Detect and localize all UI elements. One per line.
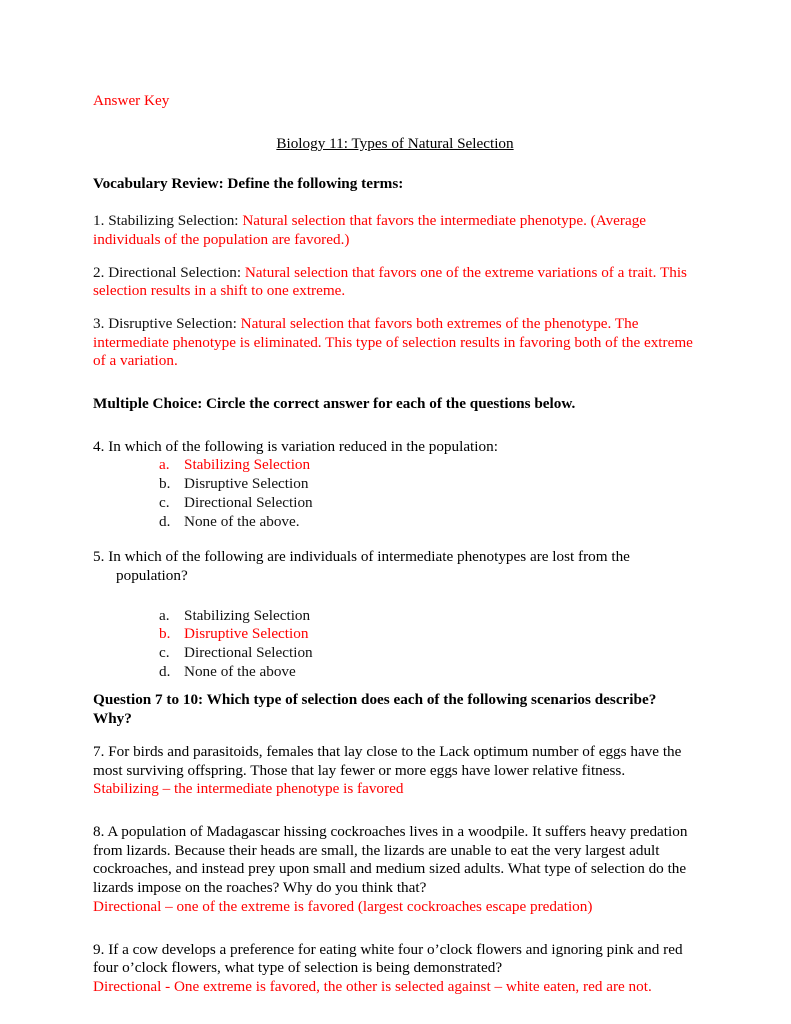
choice-5b[interactable] [93, 625, 697, 644]
vocabulary-term-1-answer: Natural selection that favors the intermediate phenotype. (Average individuals of the population are favored.) [93, 212, 647, 248]
vocabulary-term-1 [93, 212, 697, 249]
choice-5d-mark: d. [159, 662, 171, 680]
spacer [93, 385, 697, 395]
choice-4d-mark: d. [159, 512, 171, 530]
page-title-text: Biology 11: Types of Natural Selection [276, 134, 514, 152]
vocabulary-term-2 [93, 264, 697, 301]
vocabulary-term-2-prompt: 2. Directional Selection: [93, 263, 245, 281]
choice-5a-mark: a. [159, 606, 170, 624]
choice-4a[interactable] [93, 456, 697, 475]
scenario-7-answer: Stabilizing – the intermediate phenotype is favored [93, 780, 404, 798]
choice-4c-label: Directional Selection [184, 493, 313, 511]
vocabulary-review-heading: Vocabulary Review: Define the following terms: [93, 175, 404, 193]
question-4-choices [93, 456, 697, 531]
scenario-7-question: 7. For birds and parasitoids, females that lay close to the Lack optimum number of eggs have the most surviving offspring. Those that lay fewer or more eggs have lower relative fitness. [93, 742, 682, 779]
vocabulary-term-1-prompt: 1. Stabilizing Selection: [93, 212, 243, 230]
choice-4a-label: Stabilizing Selection [184, 456, 311, 474]
question-4-text: 4. In which of the following is variation reduced in the population: [93, 437, 498, 455]
vocabulary-term-3-answer: Natural selection that favors both extremes of the phenotype. The intermediate phenotype is eliminated. This type of selection results in favoring both of the extreme of a variation. [93, 314, 693, 370]
spacer [93, 586, 697, 607]
vocabulary-term-2-answer: Natural selection that favors one of the extreme variations of a trait. This selection results in a shift to one extreme. [93, 263, 687, 300]
choice-4a-mark: a. [159, 456, 170, 474]
scenarios-heading: Question 7 to 10: Which type of selection does each of the following scenarios describe? Why? [93, 691, 657, 728]
choice-5c-mark: c. [159, 644, 170, 662]
choice-4d-label: None of the above. [184, 512, 300, 530]
question-5-text: 5. In which of the following are individuals of intermediate phenotypes are lost from the population? [93, 548, 630, 584]
scenario-8-question: 8. A population of Madagascar hissing cockroaches lives in a woodpile. It suffers heavy predation from lizards. Because their heads are small, the lizards are unable to eat the very largest adult cockroaches, and instead prey upon small and medium sized adults. What type of selection do the lizards impose on the roaches? Why do you think that? [93, 822, 688, 897]
choice-4b-mark: b. [159, 475, 171, 493]
choice-4d[interactable] [93, 513, 697, 532]
choice-5c-label: Directional Selection [184, 644, 313, 662]
spacer [93, 531, 697, 548]
scenario-9-answer: Directional - One extreme is favored, the other is selected against – white eaten, red are not. [93, 977, 652, 995]
document-content [93, 92, 697, 1011]
vocabulary-term-3-prompt: 3. Disruptive Selection: [93, 314, 241, 332]
answer-key-label: Answer Key [93, 92, 170, 109]
choice-5a[interactable] [93, 607, 697, 626]
choice-4c[interactable] [93, 494, 697, 513]
choice-4c-mark: c. [159, 493, 170, 511]
scenario-8-answer: Directional – one of the extreme is favored (largest cockroaches escape predation) [93, 897, 593, 915]
choice-5a-label: Stabilizing Selection [184, 606, 311, 624]
choice-5b-mark: b. [159, 625, 171, 643]
choice-5c[interactable] [93, 644, 697, 663]
vocabulary-term-3 [93, 315, 697, 371]
choice-5b-label: Disruptive Selection [184, 625, 309, 643]
scenario-9-question: 9. If a cow develops a preference for eating white four o’clock flowers and ignoring pink and red four o’clock flowers, what type of selection is being demonstrated? [93, 940, 683, 977]
multiple-choice-heading: Multiple Choice: Circle the correct answer for each of the questions below. [93, 395, 576, 413]
spacer [93, 931, 697, 941]
question-5-choices [93, 607, 697, 682]
spacer [93, 428, 697, 438]
page-title [93, 135, 697, 154]
spacer [93, 681, 697, 691]
choice-4b-label: Disruptive Selection [184, 475, 309, 493]
choice-5d-label: None of the above [184, 662, 296, 680]
choice-4b[interactable] [93, 475, 697, 494]
choice-5d[interactable] [93, 663, 697, 682]
spacer [93, 813, 697, 823]
